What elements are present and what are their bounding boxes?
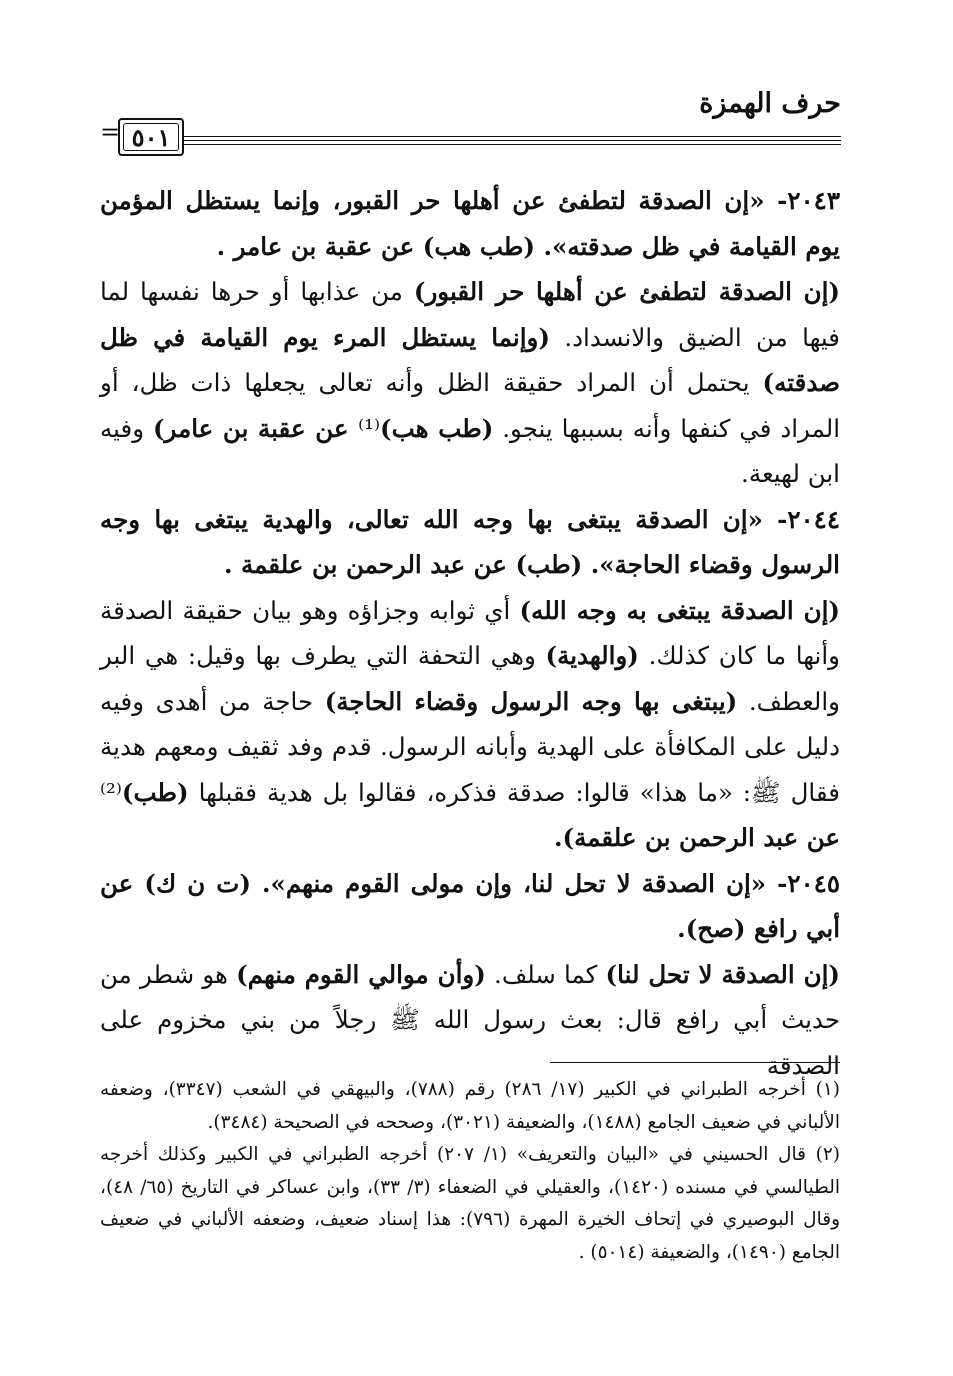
page-number-text: ٥٠١	[131, 122, 171, 152]
main-text	[100, 178, 840, 1088]
hadith-2044: ٢٠٤٤- «إن الصدقة يبتغى بها وجه الله تعالى، والهدية يبتغى بها وجه الرسول وقضاء الحاجة». (طب) عن عبد الرحمن بن علقمة .	[100, 504, 840, 579]
hadith-2043: ٢٠٤٣- «إن الصدقة لتطفئ عن أهلها حر القبور، وإنما يستظل المؤمن يوم القيامة في ظل صدقته». (طب هب) عن عقبة بن عامر .	[100, 186, 840, 261]
hadith-2045: ٢٠٤٥- «إن الصدقة لا تحل لنا، وإن مولى القوم منهم». (ت ن ك) عن أبي رافع (صح).	[100, 868, 840, 943]
commentary-2043: (إن الصدقة لتطفئ عن أهلها حر القبور) من عذابها أو حرها نفسها لما فيها من الضيق والانسداد. (وإنما يستظل المرء يوم القيامة في ظل صدقته) يحتمل أن المراد حقيقة الظل وأنه تعالى يجعلها ذات ظل، أو المراد في كنفها وأنه بسببها ينجو. (طب هب)⁽¹⁾ عن عقبة بن عامر) وفيه ابن لهيعة.	[100, 277, 841, 488]
header-rule	[170, 136, 841, 146]
page-header	[100, 88, 841, 158]
commentary-2045: (إن الصدقة لا تحل لنا) كما سلف. (وأن موالي القوم منهم) هو شطر من حديث أبي رافع قال: بعث رسول الله ﷺ رجلاً من بني مخزوم على الصدقة	[100, 959, 841, 1080]
footnote-1: (١) أخرجه الطبراني في الكبير (١٧/ ٢٨٦) رقم (٧٨٨)، والبيهقي في الشعب (٣٣٤٧)، وضعفه الألباني في ضعيف الجامع (١٤٨٨)، والضعيفة (٣٠٢١)، وصححه في الصحيحة (٣٤٨٤).	[100, 1079, 840, 1133]
commentary-2044: (إن الصدقة يبتغى به وجه الله) أي ثوابه وجزاؤه وهو بيان حقيقة الصدقة وأنها ما كان كذلك. (والهدية) وهي التحفة التي يطرف بها وقيل: هي البر والعطف. (يبتغى بها وجه الرسول وقضاء الحاجة) حاجة من أهدى وفيه دليل على المكافأة على الهدية وأبانه الرسول. قدم وفد ثقيف ومعهم هدية فقال ﷺ: «ما هذا» قالوا: صدقة فذكره، فقالوا بل هدية فقبلها (طب)⁽²⁾ عن عبد الرحمن بن علقمة).	[100, 595, 841, 852]
footnote-separator	[550, 1062, 840, 1063]
footnotes	[100, 1074, 840, 1270]
footnote-ref-2: ⁽²⁾	[100, 777, 122, 807]
footnote-2: (٢) قال الحسيني في «البيان والتعريف» (١/ ٢٠٧) أخرجه الطبراني في الكبير وكذلك أخرجه الطيالسي في مسنده (١٤٢٠)، والعقيلي في الضعفاء (٣/ ٣٣)، وابن عساكر في التاريخ (٦٥/ ٤٨)، وقال البوصيري في إتحاف الخيرة المهرة (٧٩٦): هذا إسناد ضعيف، وضعفه الألباني في ضعيف الجامع (١٤٩٠)، والضعيفة (٥٠١٤) .	[100, 1144, 840, 1263]
footnote-ref-1: ⁽¹⁾	[358, 413, 380, 443]
running-title: حرف الهمزة	[699, 88, 841, 119]
page-number	[118, 118, 184, 156]
continuation-mark: =	[100, 118, 121, 146]
